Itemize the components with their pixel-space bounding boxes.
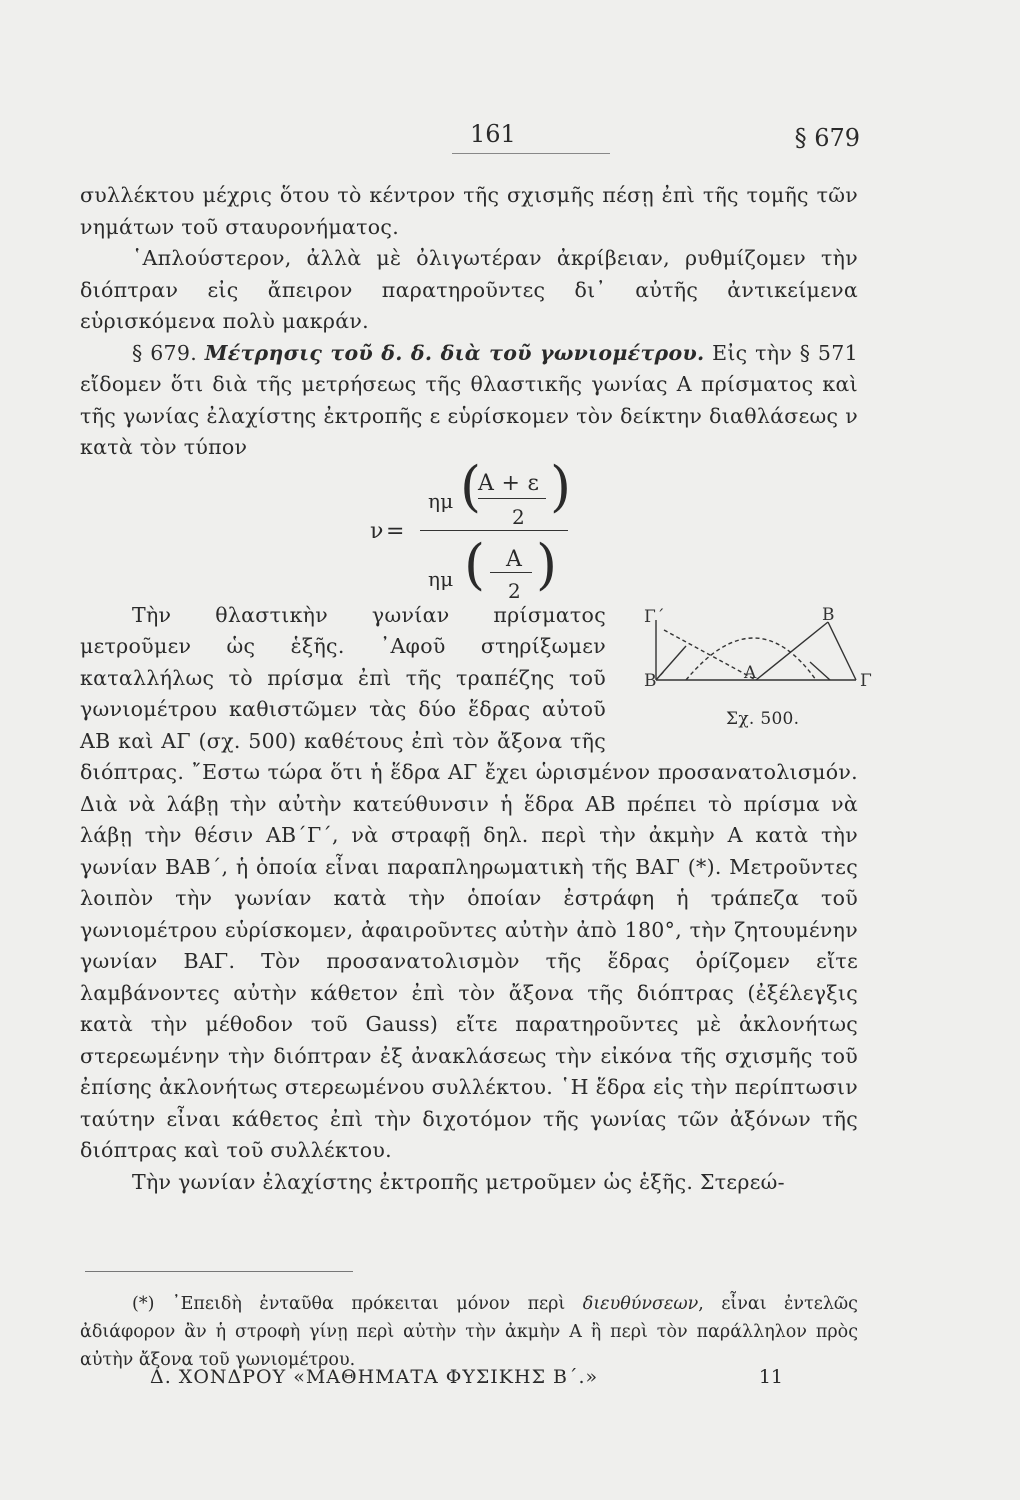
footer-book-title: Δ. ΧΟΝΔΡΟΥ «ΜΑΘΗΜΑΤΑ ΦΥΣΙΚΗΣ Β΄.» [150, 1366, 599, 1388]
section-number: § 679. [132, 340, 198, 365]
refraction-index-formula [80, 454, 858, 603]
label-gamma-prime: Γ΄ [644, 606, 665, 627]
formula-sin-bottom: ημ [428, 566, 454, 591]
formula-sin-top: ημ [428, 488, 454, 513]
formula-equals: = [386, 518, 405, 544]
formula-paren-left-top: ( [460, 454, 482, 518]
paragraph-4: Τὴν θλαστικὴν γωνίαν πρίσματος μετροῦμεν ὡς ἑξῆς. ᾿Αφοῦ στηρίξωμεν καταλλήλως τὸ πρίσμα ἐπὶ τῆς τραπέζης τοῦ γωνιομέτρου καθιστῶμεν τὰς δύο ἕδρας αὐτοῦ ΑΒ καὶ ΑΓ (σχ. 500) καθέτους ἐπὶ τὸν ἄξονα τῆς διόπτρας. ῎Εστω τώρα ὅτι ἡ ἕδρα ΑΓ ἔχει ὡρισμένον προσανατολισμόν. Διὰ νὰ λάβῃ τὴν αὐτὴν κατεύθυνσιν ἡ ἕδρα ΑΒ πρέπει τὸ πρίσμα νὰ λάβῃ τὴν θέσιν ΑΒ΄Γ΄, νὰ στραφῇ δηλ. περὶ τὴν ἀκμὴν Α κατὰ τὴν γωνίαν ΒΑΒ΄, ἡ ὁποία εἶναι παραπληρωματικὴ τῆς ΒΑΓ (*). Μετροῦντες λοιπὸν τὴν γωνίαν κατὰ τὴν ὁποίαν ἐστράφη ἡ τράπεζα τοῦ γωνιομέτρου εὑρίσκομεν, ἀφαιροῦντες αὐτὴν ἀπὸ 180°, τὴν ζητουμένην γωνίαν ΒΑΓ. Τὸν προσανατολισμὸν τῆς ἕδρας ὁρίζομεν εἴτε λαμβάνοντες αὐτὴν κάθετον ἐπὶ τὸν ἄξονα τῆς διόπτρας (ἐξέλεγξις κατὰ τὴν μέθοδον τοῦ Gauss) εἴτε παρατηροῦντες μὲ ἀκλονήτως στερεωμένην τὴν διόπτραν ἐξ ἀνακλάσεως τὴν εἰκόνα τῆς σχισμῆς τοῦ ἐπίσης ἀκλονήτως στερεωμένου συλλέκτου. ῾Η ἕδρα εἰς τὴν περίπτωσιν ταύτην εἶναι κάθετος ἐπὶ τὴν διχοτόμον τῆς γωνίας τῶν ἀξόνων τῆς διόπτρας καὶ τοῦ συλλέκτου. [80, 602, 858, 1162]
formula-bottom-numerator: Α [506, 546, 523, 572]
formula-top-numerator: Α + ε [478, 470, 540, 496]
footnote-marker: (*) [132, 1294, 155, 1314]
section-title: Μέτρησις τοῦ δ. δ. διὰ τοῦ γωνιομέτρου. [204, 340, 705, 365]
formula-paren-left-bottom: ( [464, 532, 486, 596]
formula-paren-right-bottom: ) [536, 532, 558, 596]
label-a: Α [744, 662, 757, 683]
formula-bottom-denominator: 2 [508, 578, 522, 603]
page-number: 161 [470, 120, 516, 148]
footnote-italic: διευθύνσεων [582, 1294, 699, 1314]
figure-caption: Σχ. 500. [726, 708, 800, 729]
paragraph-3-body: Εἰς τὴν § 571 εἴδομεν ὅτι διὰ τῆς μετρήσεως τῆς θλαστικῆς γωνίας Α πρίσματος καὶ τῆς γωνίας ἐλαχίστης ἐκτροπῆς ε εὑρίσκομεν τὸν δείκτην διαθλάσεως ν κατὰ τὸν τύπον [80, 340, 858, 459]
formula-bottom-bar [490, 572, 532, 573]
label-b-prime: Β΄ [644, 670, 666, 691]
prism-diagram [616, 606, 878, 706]
body-text [80, 180, 873, 1198]
label-gamma: Γ [860, 670, 873, 691]
section-reference: § 679 [794, 124, 860, 152]
figure-500 [616, 606, 878, 746]
formula-main-bar [420, 530, 568, 531]
page-header [80, 120, 860, 160]
footnote-before: ᾿Επειδὴ ἐνταῦθα πρόκειται μόνον περὶ [171, 1294, 566, 1314]
formula-paren-right-top: ) [550, 454, 572, 518]
footer-signature: 11 [758, 1366, 783, 1388]
formula-top-bar [478, 498, 546, 499]
paragraph-1: συλλέκτου μέχρις ὅτου τὸ κέντρον τῆς σχισμῆς πέσῃ ἐπὶ τῆς τομῆς τῶν νημάτων τοῦ σταυρονήματος. [80, 183, 858, 239]
formula-top-denominator: 2 [512, 504, 526, 529]
footnote [80, 1290, 858, 1374]
footnote-rule [85, 1271, 353, 1272]
formula-lhs: ν [370, 518, 384, 544]
paragraph-2: ῾Απλούστερον, ἀλλὰ μὲ ὀλιγωτέραν ἀκρίβειαν, ρυθμίζομεν τὴν διόπτραν εἰς ἄπειρον παρατηροῦντες δι᾿ αὐτῆς ἀντικείμενα εὑρισκόμενα πολὺ μακράν. [80, 246, 858, 333]
label-b: Β [822, 605, 835, 625]
footnote-after: , εἶναι ἐντελῶς ἀδιάφορον ἂν ἡ στροφὴ γίνῃ περὶ αὐτὴν τὴν ἀκμὴν Α ἢ περὶ τὸν παράλληλον πρὸς αὐτὴν ἄξονα τοῦ γωνιομέτρου. [80, 1294, 858, 1370]
angle-mark [810, 662, 830, 680]
face-ag [828, 622, 856, 680]
footnote-text [80, 1290, 858, 1374]
paragraph-3 [80, 338, 858, 464]
header-rule [452, 153, 610, 154]
paragraph-5: Τὴν γωνίαν ἐλαχίστης ἐκτροπῆς μετροῦμεν ὡς ἑξῆς. Στερεώ- [132, 1169, 785, 1194]
face-ab [756, 622, 828, 680]
